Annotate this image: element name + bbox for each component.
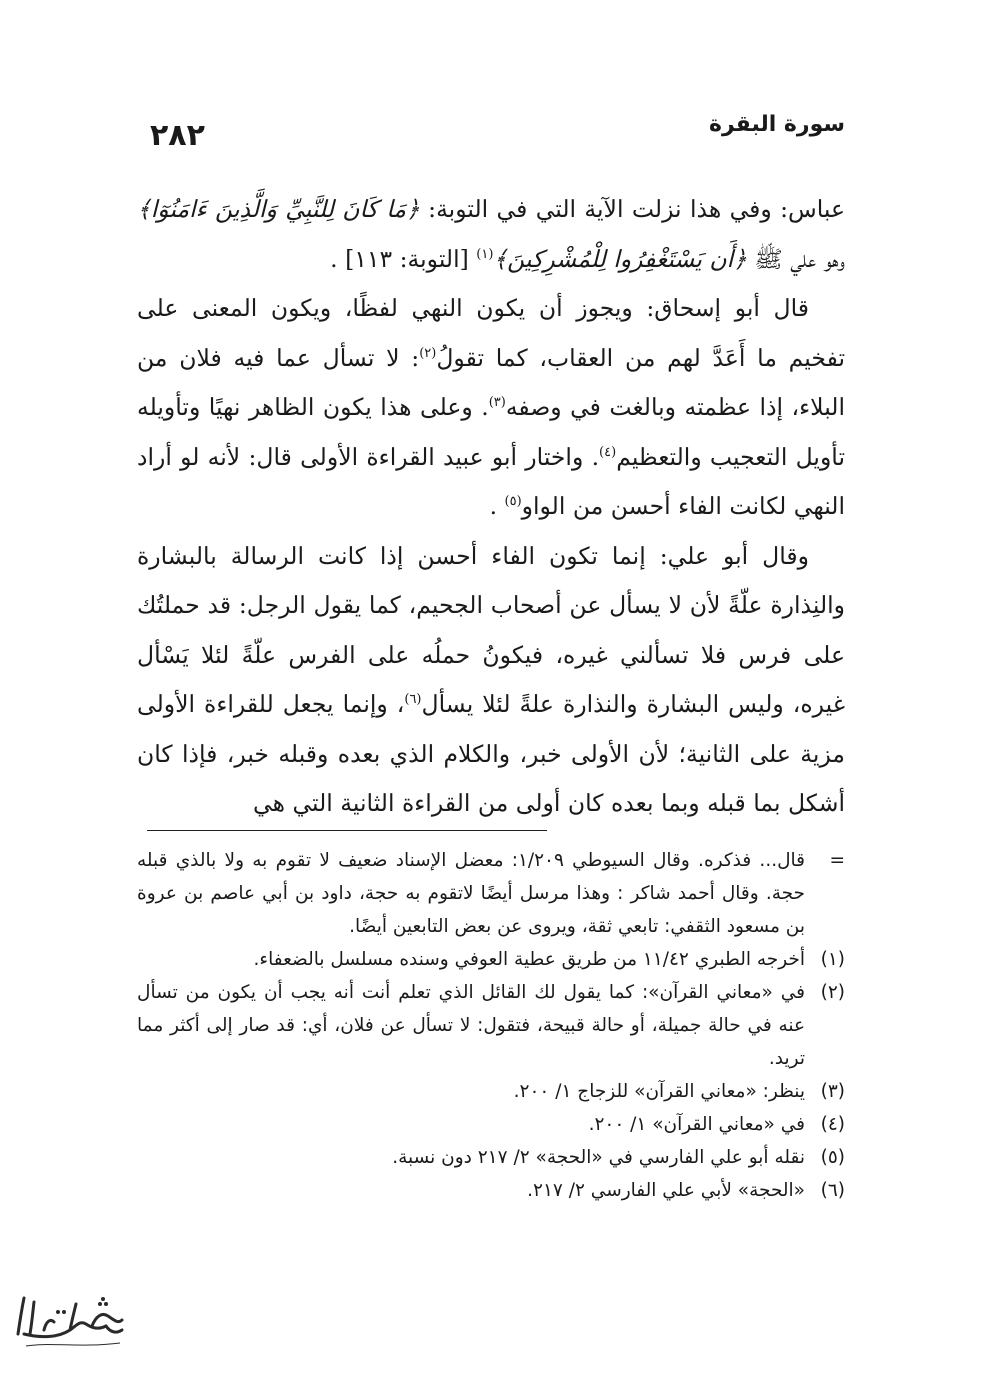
paragraph-2 [137, 284, 845, 532]
footnote-text: أخرجه الطبري ١١/٤٢ من طريق عطية العوفي وسنده مسلسل بالضعفاء. [253, 949, 805, 970]
page-number: ٢٨٢ [150, 118, 205, 153]
footnote-item [137, 943, 845, 976]
footnote-text: قال... فذكره. وقال السيوطي ١/٢٠٩: معضل الإسناد ضعيف لا تقوم به ولا بالذي قبله حجة. وقال أحمد شاكر : وهذا مرسل أيضًا لاتقوم به حجة، داود بن أبي عاصم بن عروة بن مسعود الثقفي: تابعي ثقة، ويروى عن بعض التابعين أيضًا. [137, 850, 805, 937]
text-span: . واختار أبو عبيد القراءة الأولى قال: لأنه لو أراد النهي لكانت الفاء أحسن من الواو [137, 442, 845, 520]
footnote-marker: (٢) [820, 982, 845, 1003]
footnotes [137, 844, 845, 1207]
text-span: عباس: وفي هذا نزلت الآية التي في التوبة: [419, 195, 845, 223]
footnote-text: في «معاني القرآن»: كما يقول لك القائل الذي تعلم أنت أنه يجب أن يكون من تسأل عنه في حالة جميلة، أو حالة قبيحة، فتقول: لا تسأل عن فلان، أي: قد صار إلى أكثر مما تريد. [137, 982, 805, 1069]
footnote-ref[interactable]: (٣) [488, 395, 506, 411]
footnote-item [137, 1108, 845, 1141]
footnote-marker: (٣) [820, 1081, 845, 1102]
paragraph-1 [137, 185, 845, 284]
text-span: ، وإنما يجعل للقراءة الأولى مزية على الثانية؛ لأن الأولى خبر، والكلام الذي بعده وقبله خبر، فإذا كان أشكل بما قبله وبما بعده كان أولى من القراءة الثانية التي هي [137, 690, 845, 817]
footnote-text: نقله أبو علي الفارسي في «الحجة» ٢/ ٢١٧ دون نسبة. [392, 1147, 805, 1168]
footnote-text: «الحجة» لأبي علي الفارسي ٢/ ٢١٧. [527, 1180, 805, 1201]
footnote-item [137, 1075, 845, 1108]
quran-verse: ﴿مَا كَانَ لِلنَّبِيِّ وَالَّذِينَ ءَامَنُوٓا﴾ [137, 195, 420, 223]
footnote-ref[interactable]: (٦) [404, 692, 422, 708]
text-span: [التوبة: ١١٣] . [330, 244, 477, 273]
footnote-item [137, 844, 845, 943]
text-span: وهو علي ﷺ [746, 244, 845, 273]
footnote-marker: (٦) [820, 1180, 845, 1201]
calligraphy-logo-icon [10, 1290, 130, 1352]
footnote-ref[interactable]: (١) [476, 246, 494, 262]
footnote-text: في «معاني القرآن» ١/ ٢٠٠. [588, 1114, 805, 1135]
footnote-item [137, 1174, 845, 1207]
footnote-item [137, 1141, 845, 1174]
footnote-ref[interactable]: (٢) [419, 345, 437, 361]
footnote-marker: = [829, 850, 845, 871]
text-span: . وعلى هذا يكون الظاهر نهيًا وتأويله تأويل التعجيب والتعظيم [137, 393, 846, 471]
footnote-marker: (٤) [820, 1114, 845, 1135]
quran-verse: ﴿أَن يَسْتَغْفِرُوا لِلْمُشْرِكِينَ﴾ [493, 244, 747, 273]
text-span: . [489, 492, 505, 520]
text-span: وقال أبو علي: إنما تكون الفاء أحسن إذا كانت الرسالة بالبشارة والنِذارة علّةً لأن لا يسأل عن أصحاب الجحيم، كما يقول الرجل: قد حملتُك على فرس فلا تسألني غيره، فيكونُ حملُه على الفرس علّةً لئلا يَسْأل غيره، وليس البشارة والنذارة علةً لئلا يسأل [137, 541, 846, 718]
footnote-marker: (٥) [820, 1147, 845, 1168]
footnote-ref[interactable]: (٥) [504, 494, 522, 510]
text-span: : لا تسأل عما فيه فلان من البلاء، إذا عظمته وبالغت في وصفه [137, 343, 845, 421]
footnote-item [137, 976, 845, 1075]
main-text-body [137, 185, 845, 829]
running-header-title: سورة البقرة [708, 112, 845, 137]
paragraph-3 [137, 532, 845, 829]
footnote-marker: (١) [820, 949, 845, 970]
footnote-ref[interactable]: (٤) [599, 444, 617, 460]
footnote-separator [147, 830, 547, 831]
text-span: قال أبو إسحاق: ويجوز أن يكون النهي لفظًا، ويكون المعنى على تفخيم ما أَعَدَّ لهم من العقاب، كما تقولُ [137, 294, 845, 372]
footnote-text: ينظر: «معاني القرآن» للزجاج ١/ ٢٠٠. [513, 1081, 805, 1102]
